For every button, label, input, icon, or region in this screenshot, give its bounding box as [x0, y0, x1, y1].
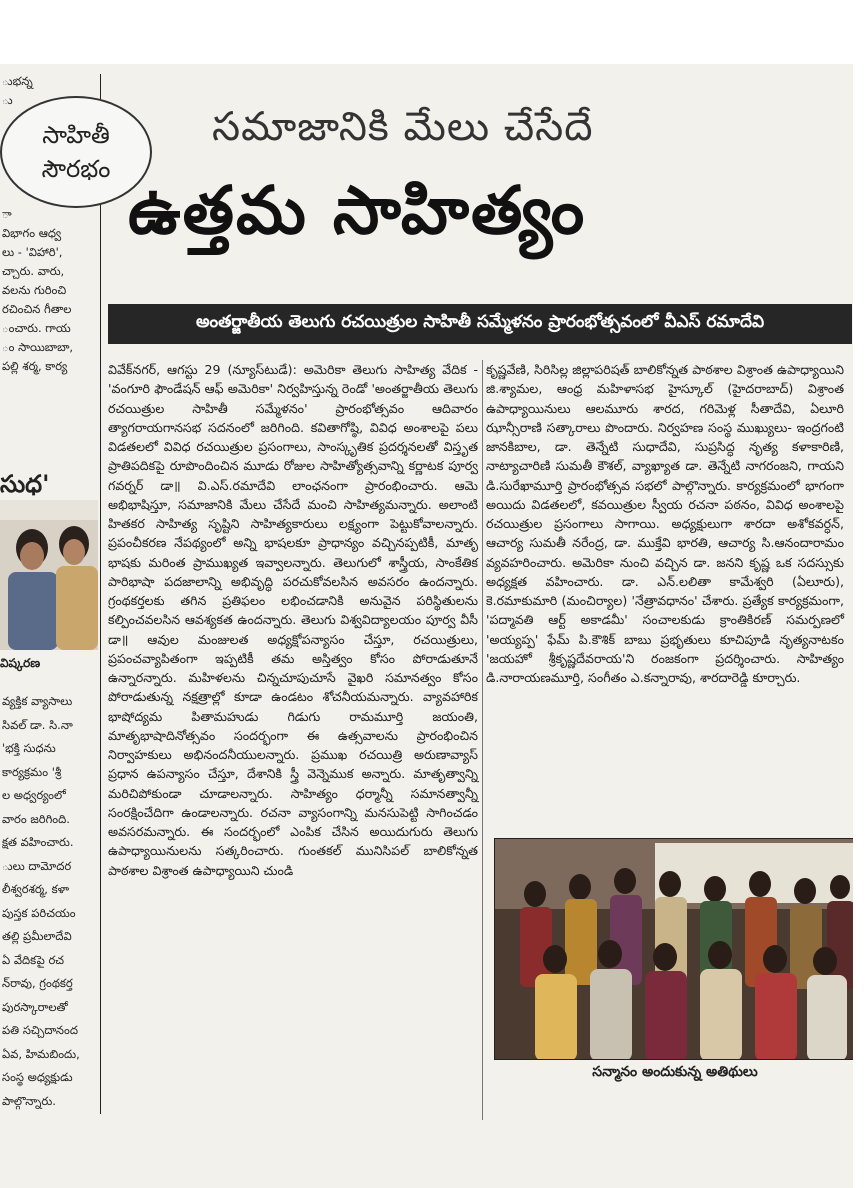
adjacent-text-line: ం సాయిబాబా, [2, 340, 74, 354]
adjacent-text-line: వలను గురించి [2, 283, 67, 297]
adjacent-text-line: పురస్కారాలతో [2, 999, 68, 1014]
scan-margin-right [853, 0, 867, 1188]
adjacent-article-heading: సుధ' [0, 470, 50, 498]
adjacent-photo-image [0, 500, 98, 650]
adjacent-text-line: పల్లి శర్మ, కార్య [2, 359, 68, 373]
adjacent-article-photo [0, 500, 98, 650]
adjacent-text-line: ులు దామోదర [2, 858, 72, 873]
article-column-1 [108, 360, 478, 880]
event-photo-image [495, 839, 856, 1060]
article-column-2 [486, 360, 844, 687]
article-column-divider [482, 360, 483, 1120]
article-body-2: కృష్ణవేణి, సిరిసిల్ల జిల్లాపరిషత్ బాలికోన్నత పాఠశాల విశ్రాంత ఉపాధ్యాయిని జి.శ్యామల, ఆంధ్ర మహిళాసభ హైస్కూల్ (హైదరాబాద్) విశ్రాంత ఉపాధ్యాయినులు ఆలమూరు శారద, గరిమెళ్ల సీతాదేవి, ఏలూరి ఝాన్సీరాణి సత్కారాలు పొందారు. నిర్వహణ సంస్థ ముఖ్యులు- ఇంద్రగంటి జానకిబాల, డా. తెన్నేటి సుధాదేవి, సుప్రసిద్ధ నృత్య కళాకారిణి, నాట్యాచారిణి సుమతీ కౌశల్, వ్యాఖ్యాత డా. తెన్నేటి నాగరంజని, గాయని డి.సురేఖామూర్తి ప్రారంభోత్సవ సభలో పాల్గొన్నారు. కార్యక్రమంలో భాగంగా అయిదు విడతలలో, కవయిత్రుల స్వీయ రచనా పఠనం, వివిధ అంశాలపై రచయిత్రుల ప్రసంగాలు సాగాయి. అధ్యక్షులుగా శారదా అశోకవర్ధన్, ఆచార్య సుమతీ నరేంద్ర, డా. ముక్తేవి భారతి, ఆచార్య సి.ఆనందారామం వ్యవహరించారు. అమెరికా నుంచి వచ్చిన డా. జనని కృష్ణ ఒక సదస్సుకు అధ్యక్షత వహించారు. డా. ఎన్.లలితా కామేశ్వరి (ఏలూరు), కె.రమాకుమారి (మంచిర్యాల) 'నేత్రావధానం' చేశారు. ప్రత్యేక కార్యక్రమంగా, 'పద్మావతి ఆర్ట్ అకాడమీ' సంచాలకుడు క్రాంతికిరణ్ సమర్పణలో 'అయ్యప్ప' ఫేమ్ పి.కౌశిక్ బాబు ప్రభృతులు కూచిపూడి నృత్యనాటకం 'జయహో శ్రీకృష్ణదేవరాయ'ని రంజకంగా ప్రదర్శించారు. సాహిత్యం డి.నారాయణమూర్తి, సంగీతం ఎ.కన్నారావు, శారదారెడ్డి కూర్చారు. [486, 362, 844, 685]
adjacent-text-line: పతి సచ్చిదానంద [2, 1023, 78, 1037]
scan-margin-top [0, 0, 867, 64]
event-photo-caption: సన్మానం అందుకున్న అతిథులు [592, 1064, 758, 1080]
adjacent-photo-caption: విష్కరణ [0, 656, 41, 670]
adjacent-text-line: ా [2, 207, 12, 221]
adjacent-text-line: తల్లి ప్రమీలాదేవి [2, 929, 72, 943]
adjacent-text-line: 'భక్తి సుధను [2, 741, 56, 755]
deck-banner: అంతర్జాతీయ తెలుగు రచయిత్రుల సాహితీ సమ్మేళనం ప్రారంభోత్సవంలో వీఎస్ రమాదేవి [108, 304, 852, 344]
adjacent-text-line: ంచారు. గాయ [2, 321, 71, 335]
adjacent-text-line: రచించిన గీతాల [2, 302, 72, 316]
adjacent-text-line: సివల్ డా. సి.నా [2, 717, 73, 732]
adjacent-text-line: ఏవ, హిమబిందు, [2, 1046, 80, 1061]
headline-subtitle: సమాజానికి మేలు చేసేదే [212, 104, 594, 150]
article-body-1: వివేక్‌నగర్, ఆగస్టు 29 (న్యూస్‌టుడే): అమెరికా తెలుగు సాహిత్య వేదిక - 'వంగూరి ఫౌండేషన్ ఆఫ్ అమెరికా' నిర్వహిస్తున్న రెండో 'అంతర్జాతీయ తెలుగు రచయిత్రుల సాహితీ సమ్మేళనం' ప్రారంభోత్సవం ఆదివారం త్యాగరాయగానసభ సదనంలో జరిగింది. కవితాగోష్ఠి, వివిధ అంశాలపై పలు విడతలలో వివిధ రచయిత్రుల ప్రసంగాలు, సాంస్కృతిక ప్రదర్శనలతో విస్తృత ప్రాతిపదికపై రూపొందించిన మూడు రోజుల సాహిత్యోత్సవాన్ని కర్ణాటక పూర్వ గవర్నర్ డా॥ వి.ఎస్.రమాదేవి లాంఛనంగా ప్రారంభించారు. ఆమె అభిభాషిస్తూ, సమాజానికి మేలు చేసేదే మంచి సాహిత్యమన్నారు. అలాంటి హితకర సాహిత్య సృష్టిని సాహిత్యకారులు లక్ష్యంగా పెట్టుకోవాలన్నారు. ప్రపంచీకరణ నేపథ్యంలో అన్ని భాషలకూ ప్రాధాన్యం వచ్చినప్పటికీ, మాతృ భాషకు మరింత ప్రాముఖ్యత ఇవ్వాలన్నారు. తెలుగులో శాస్త్రీయ, సాంకేతిక పారిభాషా పదజాలాన్ని అభివృద్ధి పరచుకోవలసిన అవసరం ఉందన్నారు. గ్రంథకర్తలకు తగిన ప్రతిఫలం లభించడానికి అనువైన పరిస్థితులను కల్పించవలసిన ఆవశ్యకత ఉందన్నారు. తెలుగు విశ్వవిద్యాలయం పూర్వ వీసీ డా॥ ఆవుల మంజులత అధ్యక్షోపన్యాసం చేస్తూ, రచయిత్రులు, ప్రపంచవ్యాపితంగా ఇప్పటికీ తమ అస్తిత్వం కోసం పోరాడుతూనే ఉన్నారన్నారు. మహిళలను చిన్నచూపుచూసే వైఖరి సమానత్వం కోసం పోరాడుతున్న నక్షత్రాల్లో కూడా ఉండటం శోచనీయమన్నారు. వ్యావహారిక భాషోద్యమ పితామహుడు గిడుగు రామమూర్తి జయంతి, మాతృభాషాదినోత్సవం సందర్భంగా ఈ ఉత్సవాలను ప్రారంభించిన నిర్వాహకులు అభినందనీయులన్నారు. ప్రముఖ రచయిత్రి అరుణావ్యాస్ ప్రధాన ఉపన్యాసం చేస్తూ, దేశానికి స్త్రీ వెన్నెముక అన్నారు. మాతృత్వాన్ని మరిచిపోకుండా చూడాలన్నారు. సాహిత్యం ధర్మాన్నీ సమానత్వాన్నీ సంరక్షించేదిగా ఉండాలన్నారు. రచనా వ్యాసంగాన్ని మనసుపెట్టి సాగించడం అవసరమన్నారు. ఈ సందర్భంలో ఎంపిక చేసిన అయిదుగురు తెలుగు ఉపాధ్యాయినులను సత్కరించారు. గుంతకల్ మునిసిపల్ బాలికోన్నత పాఠశాల విశ్రాంత ఉపాధ్యాయిని చుండి [108, 362, 478, 878]
headline-title: ఉత్తమ సాహిత్యం [128, 172, 587, 249]
adjacent-text-line: పాల్గొన్నారు. [2, 1093, 56, 1108]
adjacent-text-line: క్షత వహించారు. [2, 835, 74, 849]
adjacent-text-line: ఏ వేదికపై రచ [2, 952, 65, 967]
column-divider [100, 74, 101, 1114]
adjacent-text-line: వారం జరిగింది. [2, 811, 70, 826]
badge-line-1: సాహితీ [42, 121, 110, 149]
event-photo [494, 838, 856, 1060]
badge-line-2: సౌరభం [41, 155, 111, 183]
adjacent-text-line: విభాగం ఆధ్వ [2, 226, 62, 240]
adjacent-text-line: సంస్థ అధ్యక్షుడు [2, 1070, 73, 1084]
adjacent-text-line: న్‌రావు, గ్రంథకర్త [2, 976, 73, 990]
adjacent-text-line: లు - 'విహారి', [2, 245, 63, 259]
adjacent-text-line: ుభన్న [2, 74, 33, 88]
adjacent-text-line: వ్యక్తిక వ్యాసాలు [2, 694, 73, 708]
adjacent-text-line: చ్చారు. వారు, [2, 264, 65, 278]
adjacent-text-line: పుస్తక పరిచయం [2, 905, 76, 920]
adjacent-text-line: లీశ్వరశర్మ, కళా [2, 882, 70, 896]
adjacent-text-line: ల అధ్వర్యంలో [2, 788, 66, 802]
adjacent-text-line: కార్యక్రమం 'శ్రీ [2, 764, 62, 779]
adjacent-text-line: ు [2, 93, 13, 107]
